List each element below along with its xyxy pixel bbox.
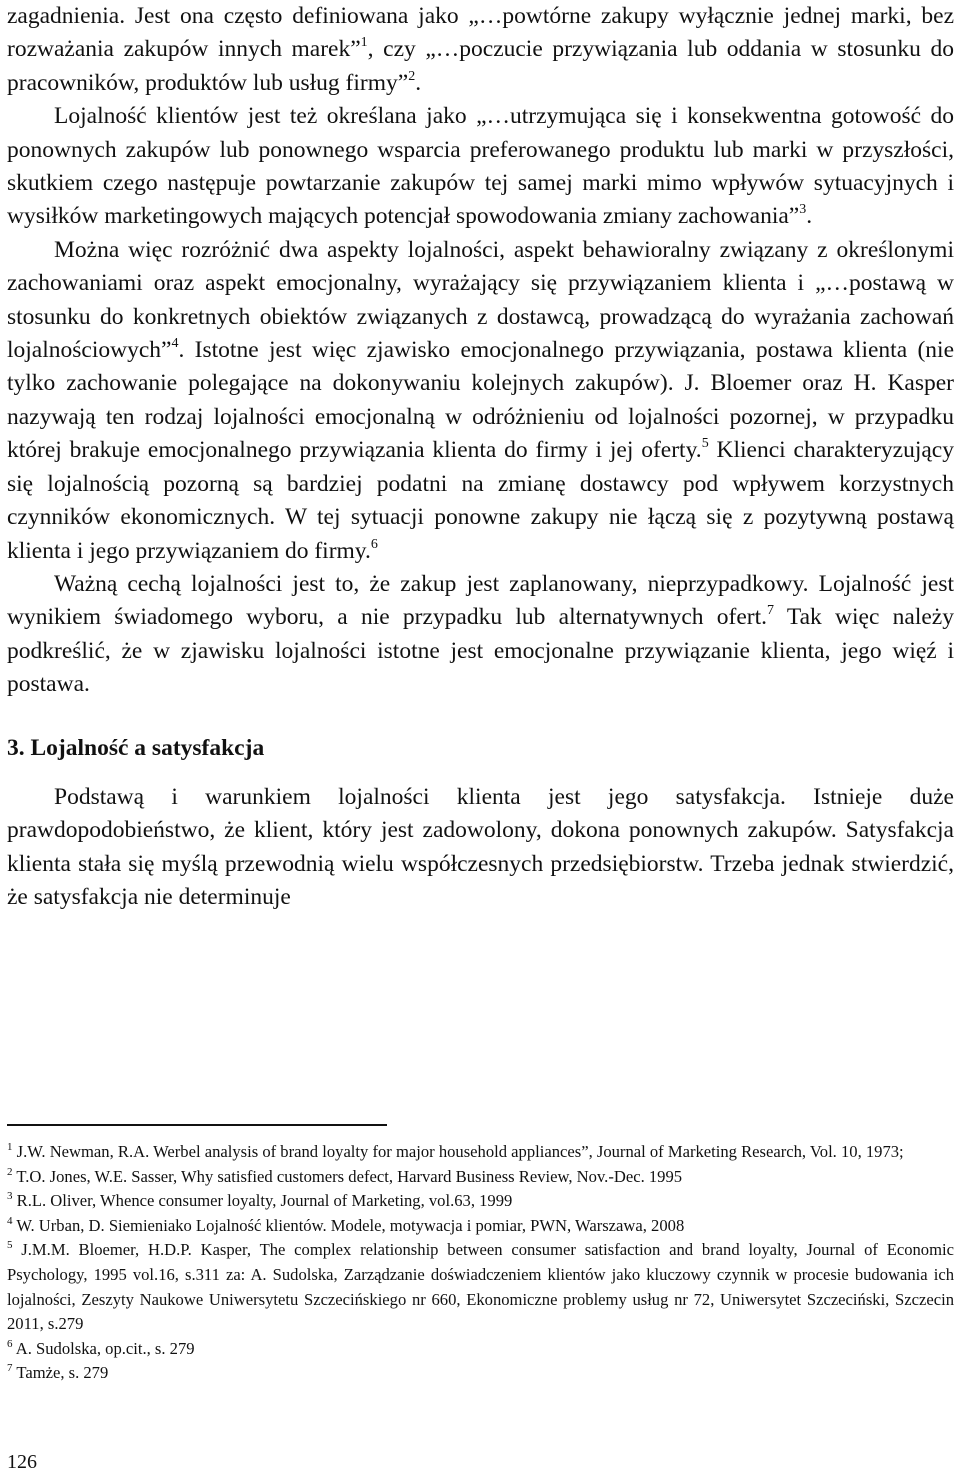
paragraph — [7, 568, 954, 702]
document-page — [7, 0, 954, 915]
footnote-reference[interactable]: 7 — [767, 603, 775, 619]
paragraph-text: Klienci charakteryzujący się lojalnością pozorną są bardziej podatni na zmianę dostawcy pod wpływem korzystnych czynników ekonomicznych. W tej sytuacji ponowne zakupy nie łączą się z pozytywną postawą klienta i jego przywiązaniem do firmy. — [7, 437, 954, 564]
footnote — [7, 1214, 954, 1239]
paragraph: Podstawą i warunkiem lojalności klienta jest jego satysfakcja. Istnieje duże prawdopodobieństwo, że klient, który jest zadowolony, dokona ponownych zakupów. Satysfakcja klienta stała się myślą przewodnią wielu współczesnych przedsiębiorstw. Trzeba jednak stwierdzić, że satysfakcja nie determinuje — [7, 783, 954, 911]
footnote-text: R.L. Oliver, Whence consumer loyalty, Journal of Marketing, vol.63, 1999 — [12, 1191, 513, 1211]
footnote-text: Tamże, s. 279 — [12, 1363, 109, 1383]
paragraph — [7, 0, 954, 100]
paragraph-text: , czy „…poczucie przywiązania lub oddania w stosunku do pracowników, produktów lub usług firmy” — [7, 36, 954, 96]
paragraph-text: . — [415, 69, 422, 96]
footnote-text: W. Urban, D. Siemieniako Lojalność klientów. Modele, motywacja i pomiar, PWN, Warszawa, 2008 — [12, 1215, 685, 1235]
footnote-reference[interactable]: 1 — [360, 35, 368, 51]
footnote — [7, 1337, 954, 1362]
footnote-reference[interactable]: 2 — [408, 68, 416, 84]
footnotes — [7, 1140, 954, 1386]
section-body-text — [7, 781, 954, 915]
main-body-text — [7, 0, 954, 702]
footnote — [7, 1140, 954, 1165]
footnote-number: 2 — [7, 1165, 13, 1178]
footnote-number: 3 — [7, 1190, 13, 1203]
footnote — [7, 1238, 954, 1336]
paragraph-text: . Istotne jest więc zjawisko emocjonalnego przywiązania, postawa klienta (nie tylko zachowanie polegające na dokonywaniu kolejnych zakupów). J. Bloemer oraz H. Kasper nazywają ten rodzaj lojalności emocjonalną w odróżnieniu od lojalności pozornej, w przypadku której brakuje emocjonalnego przywiązania klienta do firmy i jej oferty. — [7, 337, 954, 464]
paragraph-text: Ważną cechą lojalności jest to, że zakup jest zaplanowany, nieprzypadkowy. Lojalność jest wynikiem świadomego wyboru, a nie przypadku lub alternatywnych ofert. — [7, 570, 954, 631]
footnote — [7, 1165, 954, 1190]
footnote-reference[interactable]: 4 — [171, 336, 179, 352]
footnote-text: A. Sudolska, op.cit., s. 279 — [12, 1338, 195, 1358]
footnote-text: J.M.M. Bloemer, H.D.P. Kasper, The complex relationship between consumer satisfaction and brand loyalty, Journal of Economic Psychology, 1995 vol.16, s.311 za: A. Sudolska, Zarządzanie doświadczeniem klientów jako kluczowy czynnik w procesie budowania ich lojalności, Zeszyty Naukowe Uniwersytetu Szczecińskiego nr 660, Ekonomiczne problemy usług nr 72, Uniwersytet Szczeciński, Szczecin 2011, s.279 — [7, 1240, 954, 1334]
footnote-number: 6 — [7, 1337, 13, 1350]
footnote — [7, 1361, 954, 1386]
footnote-number: 4 — [7, 1214, 13, 1227]
footnote-number: 1 — [7, 1141, 13, 1153]
paragraph-text: Tak więc należy podkreślić, że w zjawisku lojalności istotne jest emocjonalne przywiązanie klienta, jego więź i postawa. — [7, 604, 954, 698]
footnote-reference[interactable]: 3 — [799, 202, 807, 218]
paragraph-text: zagadnienia. Jest ona często definiowana jako „…powtórne zakupy wyłącznie jednej marki, bez rozważania zakupów innych marek” — [7, 3, 954, 63]
footnote-number: 5 — [7, 1239, 13, 1252]
paragraph-text: Można więc rozróżnić dwa aspekty lojalności, aspekt behawioralny związany z określonymi zachowaniami oraz aspekt emocjonalny, wyrażający się przywiązaniem klienta i „…postawą w stosunku do konkretnych obiektów związanych z dostawcą, prowadzącą do wyrażania zachowań lojalnościowych” — [7, 236, 954, 364]
footnote-text: T.O. Jones, W.E. Sasser, Why satisfied customers defect, Harvard Business Review, Nov.-Dec. 1995 — [12, 1166, 683, 1186]
paragraph-text: Lojalność klientów jest też określana jako „…utrzymująca się i konsekwentna gotowość do ponownych zakupów lub ponownego wsparcia preferowanego produktu lub marki w przyszłości, skutkiem czego następuje powtarzanie zakupów tej samej marki mimo wpływów sytuacyjnych i wysiłków marketingowych mających potencjał spowodowania zmiany zachowania” — [7, 103, 954, 230]
paragraph — [7, 234, 954, 568]
page-number: 126 — [7, 1451, 37, 1473]
footnote-number: 7 — [7, 1362, 13, 1375]
paragraph — [7, 100, 954, 234]
paragraph-text: . — [806, 203, 813, 230]
footnote — [7, 1189, 954, 1214]
footnote-separator — [7, 1124, 387, 1126]
section-heading: 3. Lojalność a satysfakcja — [7, 734, 265, 761]
footnote-reference[interactable]: 5 — [701, 436, 709, 452]
footnote-text: J.W. Newman, R.A. Werbel analysis of brand loyalty for major household appliances”, Journal of Marketing Research, Vol. 10, 1973; — [12, 1142, 904, 1161]
footnote-reference[interactable]: 6 — [370, 536, 378, 552]
